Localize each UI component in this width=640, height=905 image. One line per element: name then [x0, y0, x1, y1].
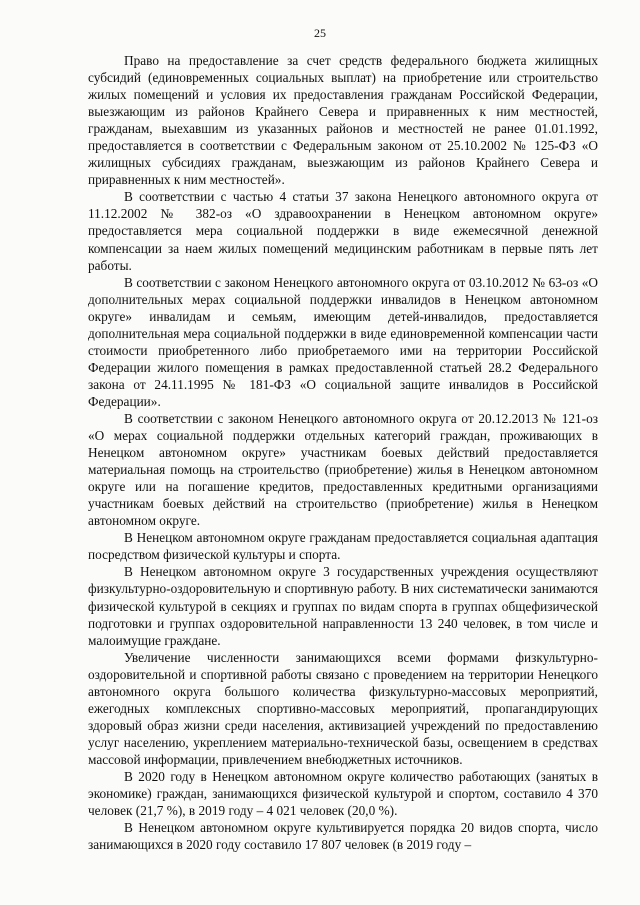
paragraph-sports-institutions: В Ненецком автономном округе 3 государственных учреждения осуществляют физкультурно-оздоровительную и спортивную работу. В них систематически занимаются физической культурой в секциях и группах по видам спорта в группах общефизической подготовки и группах оздоровительной направленности 13 240 человек, в том числе и малоимущие граждане.: [88, 564, 598, 648]
paragraph-sport-types: В Ненецком автономном округе культивируется порядка 20 видов спорта, число занимающихся в 2020 году составило 17 807 человек (в 2019 году –: [88, 820, 598, 853]
paragraph-sports-growth: Увеличение численности занимающихся всеми формами физкультурно-оздоровительной и спортивной работы связано с проведением на территории Ненецкого автономного округа большого количества физкультурно-массовых мероприятий, ежегодных комплексных спортивно-массовых мероприятий, пропагандирующих здоровый образ жизни среди населения, активизацией учреждений по предоставлению услуг населению, укреплением материально-технической базы, освещением в средствах массовой информации, привлечением внебюджетных источников.: [88, 649, 598, 767]
document-body: [88, 52, 598, 853]
paragraph-sports-adaptation: В Ненецком автономном округе гражданам предоставляется социальная адаптация посредством физической культуры и спорта.: [88, 530, 598, 563]
paragraph-combat-veterans: В соответствии с законом Ненецкого автономного округа от 20.12.2013 № 121-оз «О мерах социальной поддержки отдельных категорий граждан, проживающих в Ненецком автономном округе» участникам боевых действий предоставляется материальная помощь на строительство (приобретение) жилья в Ненецком автономном округе или на погашение кредитов, предоставленных кредитными организациями участникам боевых действий на строительство (приобретение) жилья в Ненецком автономном округе.: [88, 410, 598, 529]
paragraph-working-athletes: В 2020 году в Ненецком автономном округе количество работающих (занятых в экономике) граждан, занимающихся физической культурой и спортом, составило 4 370 человек (21,7 %), в 2019 году – 4 021 человек (20,0 %).: [88, 768, 598, 819]
paragraph-medical-workers-rent: В соответствии с частью 4 статьи 37 закона Ненецкого автономного округа от 11.12.2002 № 382-оз «О здравоохранении в Ненецком автономном округе» предоставляется мера социальной поддержки в виде ежемесячной денежной компенсации за наем жилых помещений медицинским работникам в первые пять лет работы.: [88, 189, 598, 273]
page-number: 25: [314, 26, 326, 40]
paragraph-disabled-support: В соответствии с законом Ненецкого автономного округа от 03.10.2012 № 63-оз «О дополнительных мерах социальной поддержки инвалидов в Ненецком автономном округе» инвалидам и семьям, имеющим детей-инвалидов, предоставляется дополнительная мера социальной поддержки в виде единовременной компенсации части стоимости приобретенного либо приобретаемого ими на территории Российской Федерации жилого помещения в рамках предоставленной статьей 28.2 Федерального закона от 24.11.1995 № 181-ФЗ «О социальной защите инвалидов в Российской Федерации».: [88, 274, 598, 409]
paragraph-housing-subsidies: Право на предоставление за счет средств федерального бюджета жилищных субсидий (единовременных социальных выплат) на приобретение или строительство жилых помещений и условия их предоставления гражданам Российской Федерации, выезжающим из районов Крайнего Севера и приравненных к ним местностей, гражданам, выехавшим из указанных районов и местностей не ранее 01.01.1992, предоставляется в соответствии с Федеральным законом от 25.10.2002 № 125-ФЗ «О жилищных субсидиях гражданам, выезжающим из районов Крайнего Севера и приравненных к ним местностей».: [88, 53, 598, 188]
